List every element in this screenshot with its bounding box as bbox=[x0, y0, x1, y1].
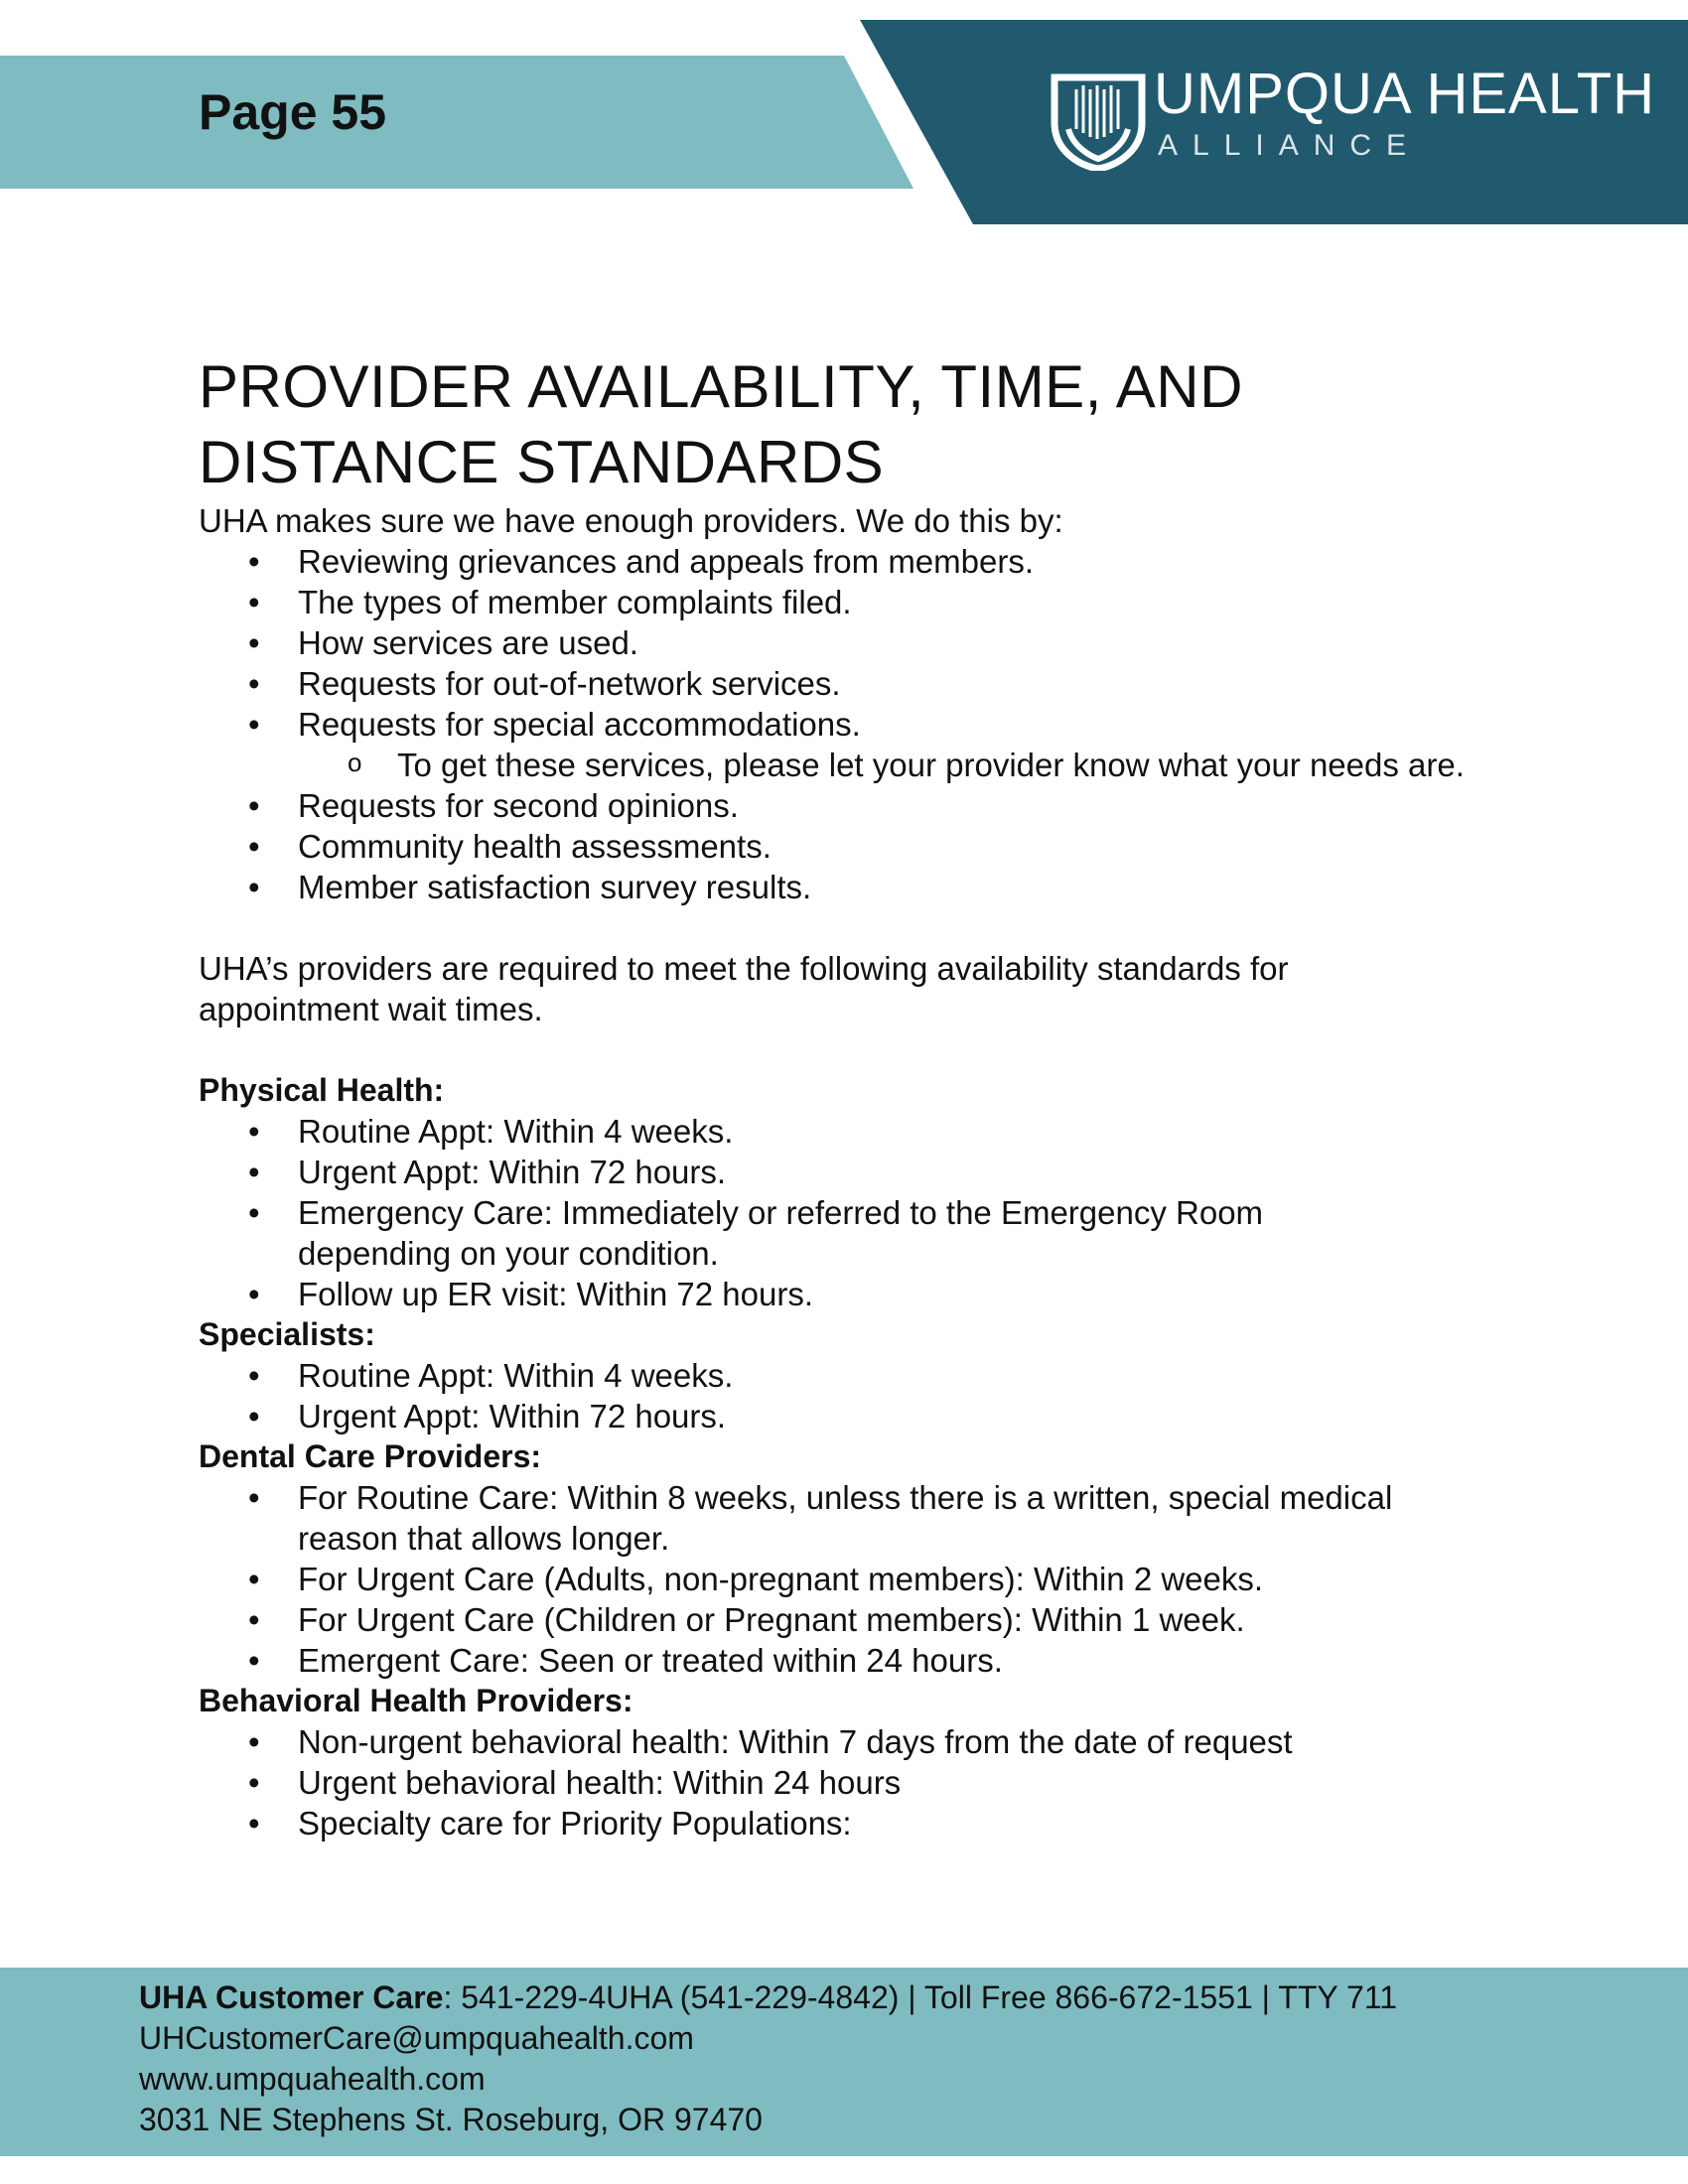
list-item: • Requests for second opinions. bbox=[199, 785, 1489, 826]
list-item: • Urgent Appt: Within 72 hours. bbox=[199, 1396, 1489, 1436]
title-line-2: DISTANCE STANDARDS bbox=[199, 429, 885, 495]
list-item: • Emergent Care: Seen or treated within 24 hours. bbox=[199, 1640, 1479, 1681]
list-item bbox=[199, 704, 1489, 785]
dental-list bbox=[199, 1477, 1479, 1681]
behavioral-list bbox=[199, 1721, 1489, 1843]
list-item: • Requests for out-of-network services. bbox=[199, 663, 1489, 704]
list-item: • Reviewing grievances and appeals from members. bbox=[199, 541, 1489, 582]
intro-list bbox=[199, 541, 1489, 907]
list-item: • Follow up ER visit: Within 72 hours. bbox=[199, 1274, 1370, 1314]
sub-list bbox=[199, 745, 1489, 785]
list-item: • Specialty care for Priority Populations: bbox=[199, 1803, 1489, 1843]
section-heading-dental: Dental Care Providers: bbox=[199, 1438, 542, 1474]
customer-care-email[interactable]: UHCustomerCare@umpquahealth.com bbox=[139, 2020, 694, 2056]
list-item: • How services are used. bbox=[199, 622, 1489, 663]
list-item: • Emergency Care: Immediately or referred to the Emergency Room depending on your condition. bbox=[199, 1192, 1370, 1274]
list-item: • For Routine Care: Within 8 weeks, unless there is a written, special medical reason that allows longer. bbox=[199, 1477, 1479, 1559]
list-item: • For Urgent Care (Children or Pregnant members): Within 1 week. bbox=[199, 1599, 1479, 1640]
title-line-1: PROVIDER AVAILABILITY, TIME, AND bbox=[199, 353, 1243, 420]
customer-care-label: UHA Customer Care bbox=[139, 1979, 444, 2015]
list-item: • The types of member complaints filed. bbox=[199, 582, 1489, 622]
footer bbox=[0, 1968, 1688, 2156]
section-heading-physical: Physical Health: bbox=[199, 1072, 445, 1108]
page-title bbox=[199, 349, 1489, 500]
page-number: Page 55 bbox=[199, 84, 387, 140]
customer-care-line bbox=[139, 1978, 1397, 2018]
header-band bbox=[0, 56, 914, 189]
shield-logo-icon bbox=[1047, 71, 1150, 171]
standards-intro: UHA’s providers are required to meet the following availability standards for appointment wait times. bbox=[199, 950, 1289, 1027]
brand-name: UMPQUA HEALTH bbox=[1154, 62, 1656, 126]
list-item: • Non-urgent behavioral health: Within 7 days from the date of request bbox=[199, 1721, 1489, 1762]
website-link[interactable]: www.umpquahealth.com bbox=[139, 2061, 486, 2097]
list-item: • Routine Appt: Within 4 weeks. bbox=[199, 1111, 1370, 1152]
main-content bbox=[199, 349, 1489, 1843]
footer-contact bbox=[139, 1978, 1397, 2140]
specialists-list bbox=[199, 1355, 1489, 1436]
brand-subtitle: ALLIANCE bbox=[1158, 129, 1422, 162]
list-item: • Member satisfaction survey results. bbox=[199, 867, 1489, 907]
list-item: • Urgent behavioral health: Within 24 hours bbox=[199, 1762, 1489, 1803]
intro-text: UHA makes sure we have enough providers. We do this by: bbox=[199, 502, 1063, 539]
list-item: • Urgent Appt: Within 72 hours. bbox=[199, 1152, 1370, 1192]
customer-care-phones: : 541-229-4UHA (541-229-4842) | Toll Free 866-672-1551 | TTY 711 bbox=[443, 1979, 1398, 2015]
sub-list-item: o To get these services, please let your provider know what your needs are. bbox=[298, 745, 1489, 785]
physical-health-list bbox=[199, 1111, 1370, 1314]
mailing-address: 3031 NE Stephens St. Roseburg, OR 97470 bbox=[139, 2102, 763, 2137]
section-heading-behavioral: Behavioral Health Providers: bbox=[199, 1683, 633, 1718]
list-item: • Routine Appt: Within 4 weeks. bbox=[199, 1355, 1489, 1396]
list-item: • For Urgent Care (Adults, non-pregnant members): Within 2 weeks. bbox=[199, 1559, 1479, 1599]
list-item-text: Requests for special accommodations. bbox=[298, 706, 861, 743]
section-heading-specialists: Specialists: bbox=[199, 1316, 375, 1352]
list-item: • Community health assessments. bbox=[199, 826, 1489, 867]
